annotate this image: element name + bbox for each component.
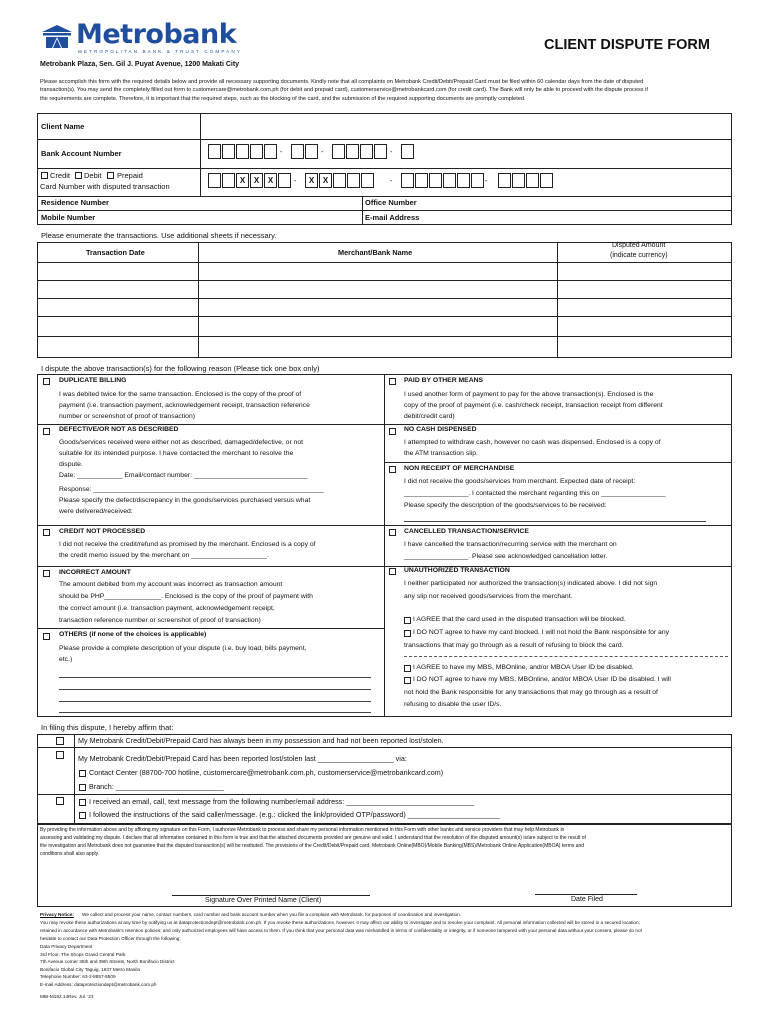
incorrect-amount-title: INCORRECT AMOUNT [59,569,131,576]
incorrect-amount-line: transaction reference number or screenshot of proof of transaction) [59,617,261,624]
affirm-possession-checkbox[interactable] [56,737,64,745]
intro-line-1: Please accomplish this form with the required details below and provide all necessary supporting documents. Kindly note that all complaints on Metrobank Credit/Debit/Prepaid Card must be filed within 60 calendar days from the date of disputed [40,79,644,85]
branch-checkbox[interactable] [79,784,86,791]
metrobank-logo-icon [40,24,74,50]
non-receipt-line: Please specify the description of the goods/services to be received: [404,502,607,509]
credit-label: Credit [50,171,71,180]
unauthorized-line: any slip nor received goods/services from the merchant. [404,593,573,600]
contact-center-label: Contact Center (88700-700 hotline, customercare@metrobank.com.ph, customerservice@metrobankcard.com) [89,768,444,777]
non-receipt-line: I did not receive the goods/services from merchant. Expected date of receipt: [404,478,636,485]
others-write-line[interactable] [59,677,371,678]
signature-label: Signature Over Printed Name (Client) [205,897,322,904]
duplicate-billing-title: DUPLICATE BILLING [59,377,127,384]
cancelled-checkbox[interactable] [389,529,396,536]
residence-label: Residence Number [41,198,109,207]
not-agree-block-checkbox[interactable] [404,630,411,637]
logo-word: Metrobank [76,19,237,50]
cancelled-title: CANCELLED TRANSACTION/SERVICE [404,528,529,535]
prepaid-checkbox[interactable] [107,172,114,179]
unauthorized-checkbox[interactable] [389,568,396,575]
no-cash-line: the ATM transaction slip. [404,450,478,457]
privacy-line: retained in accordance with Metrobank's retention policies; and only authorized employees will have access to them. If you think that your personal data was mishandled in terms of confidentiality or integrity, or if someone tampered with your personal data without your consent, please do not [40,928,642,933]
non-receipt-line: _________________. I contacted the merchant regarding this on _________________ [404,490,666,497]
defective-checkbox[interactable] [43,428,50,435]
privacy-line: hesitate to contact our Data Protection Officer through the following: [40,936,181,941]
consent-line: assessing and validating my dispute. I declare that all information contained in this form is true and that the attached documents provided are genuine and valid. I understand that the resolution of the disputed amount(s) is/are subject to the result of [40,835,586,841]
defective-line: Date: ____________ Email/contact number: ______________________________ [59,472,308,479]
non-receipt-checkbox[interactable] [389,466,396,473]
not-agree-disable-checkbox[interactable] [404,677,411,684]
defective-line: suitable for its intended purpose. I have contacted the merchant to resolve the [59,450,294,457]
card-number-label: Card Number with disputed transaction [40,182,170,191]
privacy-line: Data Privacy Department [40,944,93,949]
defective-line: were delivered/received: [59,508,133,515]
affirm-lost-checkbox[interactable] [56,751,64,759]
consent-line: By providing the information above and by affixing my signature on this Form, I authorize Metrobank to process and share my personal information mentioned in this Form with other banks and service providers that may help Metrobank in [40,827,565,833]
form-code: MBI-M192.14Rev. Jul. '23 [40,994,94,999]
incorrect-amount-line: the correct amount (i.e. transaction payment, acknowledgement receipt, [59,605,275,612]
table-row[interactable] [38,337,731,357]
received-message-label: I received an email, call, text message from the following number/email address: ________________________________ [89,797,475,806]
office-label: Office Number [365,198,417,207]
unauthorized-title: UNAUTHORIZED TRANSACTION [404,567,510,574]
duplicate-billing-checkbox[interactable] [43,378,50,385]
logo-subtitle: METROPOLITAN BANK & TRUST COMPANY [78,49,242,54]
signature-line[interactable] [172,895,370,896]
col-transaction-date: Transaction Date [86,248,145,257]
incorrect-amount-line: The amount debited from my account was incorrect as transaction amount [59,581,283,588]
privacy-line: Telephone Number: 63-2-8857-5509 [40,974,116,979]
credit-not-processed-title: CREDIT NOT PROCESSED [59,528,146,535]
paid-other-means-line: copy of the proof of payment (i.e. cash/check receipt, transaction receipt from different [404,402,663,409]
debit-checkbox[interactable] [75,172,82,179]
credit-not-processed-checkbox[interactable] [43,529,50,536]
col-merchant: Merchant/Bank Name [338,248,413,257]
no-cash-checkbox[interactable] [389,428,396,435]
table-row[interactable] [38,317,731,335]
privacy-line: 3rd Floor, The Shops Grand Central Park [40,952,126,957]
not-agree-disable-line: I DO NOT agree to have my MBS, MBOnline, and/or MBOA User ID be disabled. I will [413,676,671,683]
debit-label: Debit [84,171,102,180]
unauthorized-line: I neither participated nor authorized the transaction(s) indicated above. I did not sign [404,580,658,587]
contact-center-checkbox[interactable] [79,770,86,777]
affirm-lost-label: My Metrobank Credit/Debit/Prepaid Card has been reported lost/stolen last ___________________ via: [78,754,407,763]
date-filed-line[interactable] [535,894,637,895]
transactions-note: Please enumerate the transactions. Use additional sheets if necessary. [41,231,277,240]
defective-line: Response: _____________________________________________________________ [59,486,324,493]
table-row[interactable] [38,263,731,279]
not-agree-disable-line: refusing to disable the user ID/s. [404,701,502,708]
others-write-line[interactable] [59,712,371,713]
credit-checkbox[interactable] [41,172,48,179]
incorrect-amount-checkbox[interactable] [43,570,50,577]
form-title: CLIENT DISPUTE FORM [544,37,710,53]
cancelled-line: I have cancelled the transaction/recurring service with the merchant on [404,541,617,548]
col-indicate-currency: (indicate currency) [610,252,668,259]
agree-disable-label: I AGREE to have my MBS, MBOnline, and/or MBOA User ID be disabled. [413,664,634,671]
table-row[interactable] [38,299,731,315]
privacy-line: You may revoke these authorizations at any time by notifying us at dataprotectiondept@metrobank.com.ph. If you revoke these authorizations, however, it may affect our ability to investigate and to resolve your complaint. All personal information collected will be stored in a secured location; [40,920,640,925]
paid-other-means-title: PAID BY OTHER MEANS [404,377,484,384]
duplicate-billing-line: number or screenshot of proof of transaction) [59,413,196,420]
incorrect-amount-line: should be PHP_______________. Enclosed is the copy of the proof of payment with [59,593,313,600]
mobile-label: Mobile Number [41,213,96,222]
consent-line: the investigation and Metrobank does not guarantee that the disputed transaction(s) will be restituted. The provisions of the Credit/Debit/Prepaid card, Metrobank Online(MBO)/Mobile Banking(MBS)/Metrobank Online Application(MBOA) terms and [40,843,585,849]
intro-line-3: the requirements are complete. Therefore, it is important that the required steps, such as the blocking of the card, and the submission of the required supporting documents are promptly completed. [40,96,526,102]
agree-disable-checkbox[interactable] [404,665,411,672]
prepaid-label: Prepaid [117,171,143,180]
paid-other-means-line: I used another form of payment to pay for the above transaction(s). Enclosed is the [404,391,654,398]
followed-instructions-checkbox[interactable] [79,812,86,819]
duplicate-billing-line: I was debited twice for the same transaction. Enclosed is the copy of the proof of [59,391,302,398]
credit-not-processed-line: I did not receive the credit/refund as promised by the merchant. Enclosed is a copy of [59,541,316,548]
bank-account-label: Bank Account Number [41,149,122,158]
others-write-line[interactable] [59,701,371,702]
client-name-field[interactable] [201,114,731,138]
bank-account-field[interactable]: - - - [208,144,688,161]
privacy-line: E-mail Address: dataprotectiondept@metrobank.com.ph [40,982,157,987]
cancelled-line: _________________. Please see acknowledged cancellation letter. [404,553,608,560]
others-checkbox[interactable] [43,633,50,640]
others-line: etc.) [59,656,73,663]
privacy-line: 7th Avenue corner 36th and 39th Streets, North Bonifacio District [40,959,175,964]
received-message-checkbox[interactable] [79,799,86,806]
not-agree-block-line: I DO NOT agree to have my card blocked. I will not hold the Bank responsible for any [413,629,670,636]
others-line: Please provide a complete description of your dispute (i.e. buy load, bills payment, [59,645,307,652]
privacy-line: We collect and process your name, contact numbers, card number and bank account number when you file a complaint with Metrobank, for purposes of coordination and investigation. [82,912,462,917]
privacy-line: Bonifacio Global City Taguig, 1637 Metro Manila [40,967,140,972]
duplicate-billing-line: payment (i.e. transaction payment, acknowledgement receipt, transaction reference [59,402,310,409]
agree-block-checkbox[interactable] [404,617,411,624]
credit-not-processed-line: the credit memo issued by the merchant on ____________________. [59,552,269,559]
col-disputed-amount: Disputed Amount [612,242,666,249]
defective-line: dispute. [59,461,83,468]
intro-line-2: transaction(s). You may send the completely filled out form to customercare@metrobank.com.ph (for debit and prepaid card), customerservice@metrobankcard.com (for credit card). The Bank will only be able to proceed with the dispute process if [40,87,648,93]
paid-other-means-line: debit/credit card) [404,413,455,420]
reasons-intro: I dispute the above transaction(s) for the following reason (Please tick one box only) [41,364,320,373]
paid-other-means-checkbox[interactable] [389,378,396,385]
consent-line: conditions shall also apply. [40,851,100,857]
agree-block-label: I AGREE that the card used in the disputed transaction will be blocked. [413,616,626,623]
branch-label: Branch: ___________________________ [89,782,224,791]
non-receipt-title: NON RECEIPT OF MERCHANDISE [404,465,515,472]
no-cash-title: NO CASH DISPENSED [404,426,477,433]
non-receipt-write-line[interactable] [404,521,706,522]
not-agree-disable-line: not hold the Bank responsible for any transactions that may go through as a result of [404,689,658,696]
privacy-title: Privacy Notice: [40,912,74,917]
others-title: OTHERS (if none of the choices is applicable) [59,631,207,638]
others-write-line[interactable] [59,689,371,690]
email-label: E-mail Address [365,213,420,222]
affirm-possession-label: My Metrobank Credit/Debit/Prepaid Card has always been in my possession and had not been reported lost/stolen. [78,736,444,745]
defective-line: Goods/services received were either not as described, damaged/defective, or not [59,439,304,446]
card-number-field[interactable]: X X X - X X - - [208,173,728,190]
defective-title: DEFECTIVE/OR NOT AS DESCRIBED [59,426,179,433]
followed-instructions-label: I followed the instructions of the said caller/message. (e.g.: clicked the link/provided OTP/password) _______________________ [89,810,500,819]
affirm-intro: In filing this dispute, I hereby affirm that: [41,723,174,732]
client-name-label: Client Name [41,122,85,131]
defective-line: Please specify the defect/discrepancy in the goods/services purchased versus what [59,497,311,504]
no-cash-line: I attempted to withdraw cash, however no cash was dispensed. Enclosed is a copy of [404,439,661,446]
affirm-received-checkbox[interactable] [56,797,64,805]
address: Metrobank Plaza, Sen. Gil J. Puyat Avenue, 1200 Makati City [40,61,240,68]
date-filed-label: Date Filed [571,896,603,903]
not-agree-block-line: transactions that may go through as a result of refusing to block the card. [404,642,624,649]
table-row[interactable] [38,281,731,297]
